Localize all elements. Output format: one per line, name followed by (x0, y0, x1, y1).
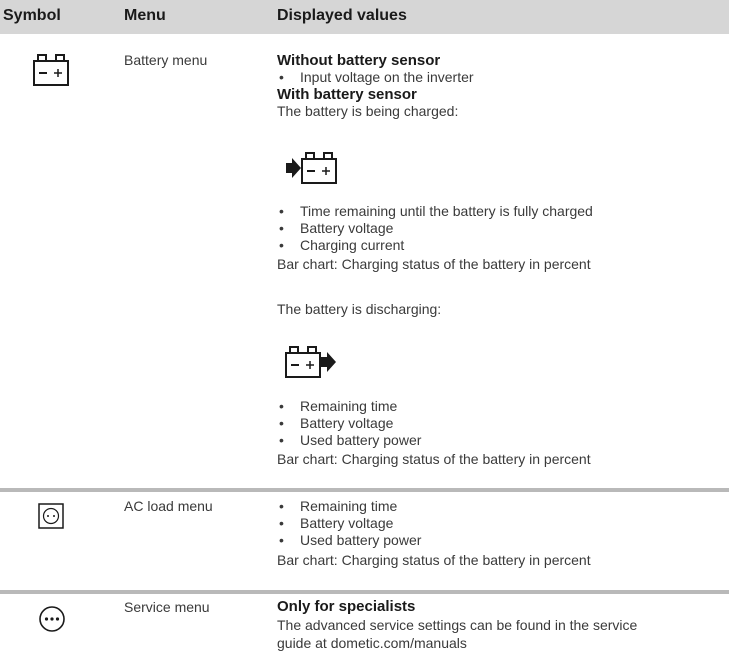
list-item: • Input voltage on the inverter (279, 69, 474, 86)
ac-load-menu-label: AC load menu (124, 498, 213, 514)
list-item: • Charging current (279, 237, 404, 254)
without-sensor-title: Without battery sensor (277, 52, 441, 69)
list-item: • Used battery power (279, 432, 421, 449)
discharging-text: The battery is discharging: (277, 301, 442, 317)
more-options-icon (38, 605, 66, 633)
service-line-2: guide at dometic.com/manuals (277, 635, 467, 651)
row-separator (0, 488, 729, 492)
list-item: • Used battery power (279, 532, 421, 549)
table-header (0, 0, 729, 34)
battery-icon (32, 51, 72, 87)
ac-socket-icon (38, 503, 64, 529)
service-menu-label: Service menu (124, 599, 210, 615)
battery-charging-icon (284, 149, 356, 185)
list-item: • Remaining time (279, 398, 397, 415)
list-item: • Time remaining until the battery is fully charged (279, 203, 593, 220)
header-symbol: Symbol (3, 7, 61, 24)
battery-discharging-icon (284, 343, 356, 379)
row-separator (0, 590, 729, 594)
ac-load-bar-text: Bar chart: Charging status of the battery in percent (277, 552, 591, 568)
list-item: • Battery voltage (279, 515, 393, 532)
list-item: • Battery voltage (279, 220, 393, 237)
service-title: Only for specialists (277, 598, 416, 615)
charged-text: The battery is being charged: (277, 103, 459, 119)
header-displayed-values: Displayed values (277, 7, 407, 24)
header-menu: Menu (124, 7, 166, 24)
charged-bar-text: Bar chart: Charging status of the battery in percent (277, 256, 591, 272)
list-item: • Battery voltage (279, 415, 393, 432)
list-item: • Remaining time (279, 498, 397, 515)
battery-menu-label: Battery menu (124, 52, 208, 68)
discharging-bar-text: Bar chart: Charging status of the battery in percent (277, 451, 591, 467)
with-sensor-title: With battery sensor (277, 86, 417, 103)
service-line-1: The advanced service settings can be found in the service (277, 617, 638, 633)
